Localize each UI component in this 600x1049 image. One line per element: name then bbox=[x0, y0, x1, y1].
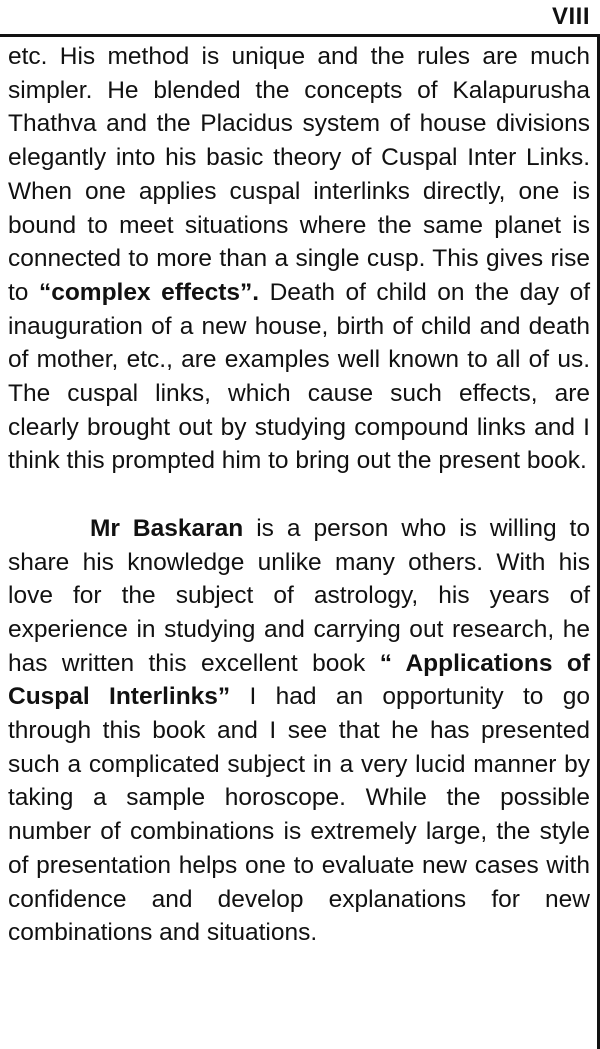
paragraph-2-text-b: I had an opportunity to go through this book and I see that he has presented such a complicated subject in a very lucid manner by taking a sample horoscope. While the possible number of combinations is extremely large, the style of presentation helps one to evaluate new cases with confidence and develop explanations for new combinations and situations. bbox=[8, 683, 590, 947]
paragraph-1 bbox=[8, 40, 590, 478]
header-rule bbox=[0, 34, 600, 37]
complex-effects-emphasis: “complex effects”. bbox=[38, 278, 260, 306]
paragraph-1-text-b: Death of child on the day of inauguration of a new house, birth of child and death of mother, etc., are examples well known to all of us. The cuspal links, which cause such effects, are clearly brought out by studying compound links and I think this prompted him to bring out the present book. bbox=[8, 278, 591, 475]
author-name-emphasis: Mr Baskaran bbox=[90, 514, 244, 542]
page-number: VIII bbox=[551, 3, 590, 30]
body-text bbox=[8, 40, 590, 950]
paragraph-1-text-a: etc. His method is unique and the rules are much simpler. He blended the concepts of Kalapurusha Thathva and the Placidus system of house divisions elegantly into his basic theory of Cuspal Inter Links. When one applies cuspal interlinks directly, one is bound to meet situations where the same planet is connected to more than a single cusp. This gives rise to bbox=[8, 43, 590, 306]
paragraph-2 bbox=[8, 512, 590, 950]
book-title-emphasis: “ Applications of Cuspal Interlinks” bbox=[8, 649, 590, 711]
paragraph-2-text-a: is a person who is willing to share his knowledge unlike many others. With his love for the subject of astrology, his years of experience in studying and carrying out research, he has written this excellent book bbox=[8, 514, 590, 677]
